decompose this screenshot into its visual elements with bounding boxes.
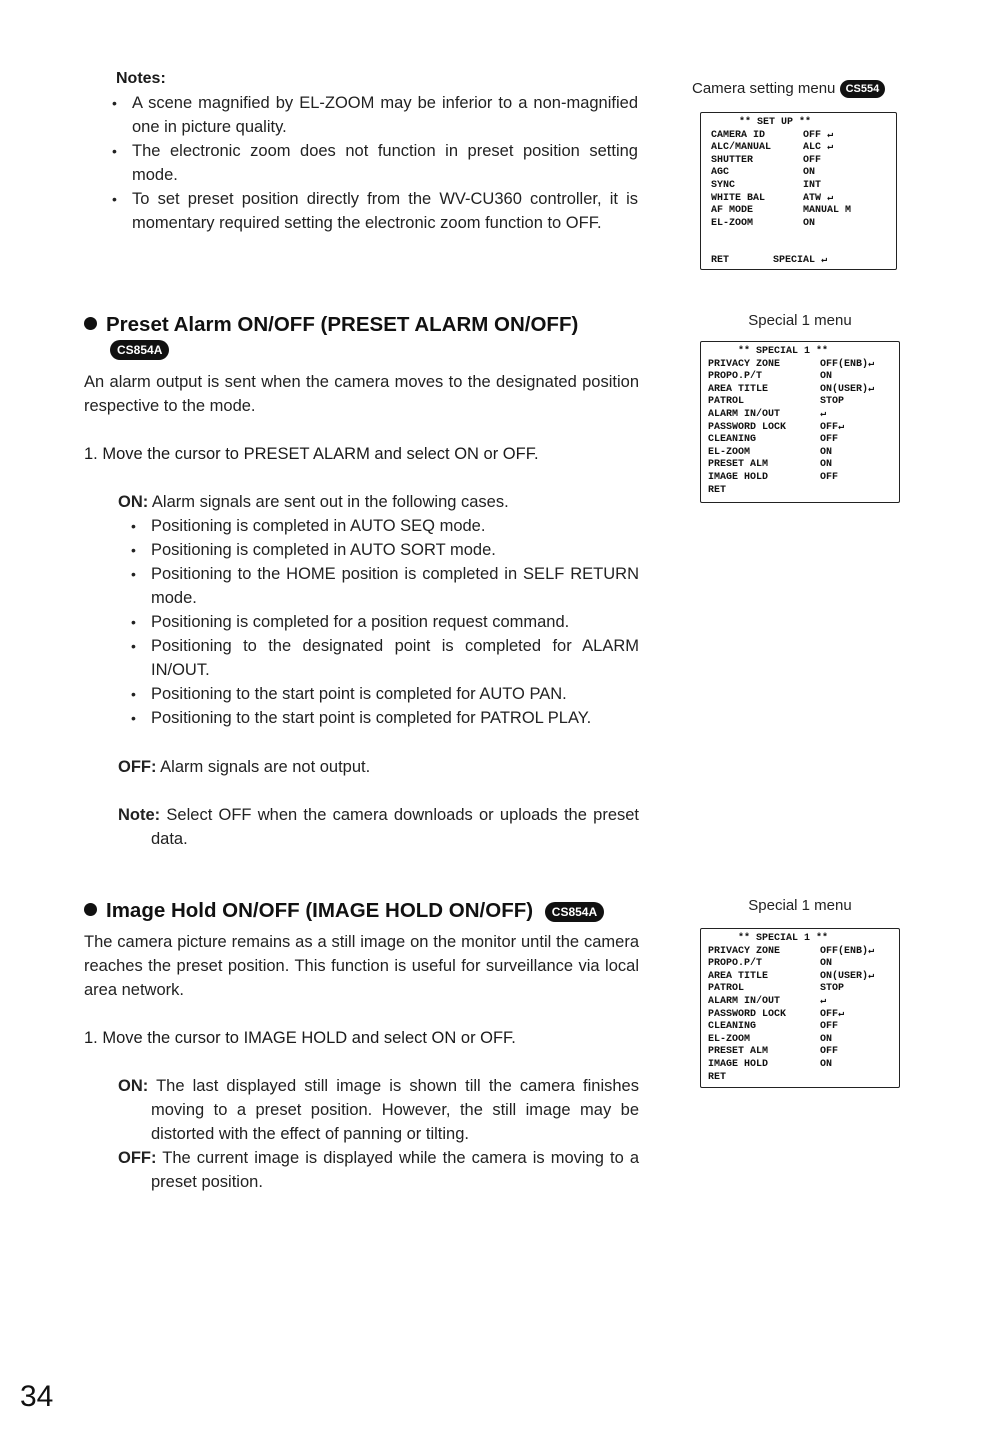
list-item: • Positioning to the start point is completed for AUTO PAN. bbox=[118, 682, 639, 706]
menu-key: PASSWORD LOCK bbox=[708, 1008, 787, 1020]
menu-value: OFF↵ bbox=[820, 1008, 845, 1020]
camera-menu-caption bbox=[692, 80, 907, 98]
menu-row bbox=[708, 434, 899, 447]
preset-alarm-on bbox=[118, 490, 639, 514]
list-item: • Positioning to the HOME position is completed in SELF RETURN mode. bbox=[118, 562, 639, 610]
menu-value: OFF(ENB)↵ bbox=[820, 358, 875, 370]
image-hold-off bbox=[118, 1146, 639, 1194]
menu-row bbox=[711, 193, 896, 206]
menu-footer bbox=[711, 255, 827, 268]
list-item: • The electronic zoom does not function in preset position setting mode. bbox=[99, 139, 638, 187]
menu-key: ALARM IN/OUT bbox=[708, 995, 781, 1007]
menu-row bbox=[708, 422, 899, 435]
image-hold-intro: The camera picture remains as a still image on the monitor until the camera reaches the preset position. This function is useful for surveillance via local area network. bbox=[84, 933, 639, 999]
menu-key: PATROL bbox=[708, 396, 745, 408]
preset-alarm-heading bbox=[84, 312, 644, 360]
menu-key: EL-ZOOM bbox=[711, 217, 754, 229]
menu-header: ** SET UP ** bbox=[739, 117, 812, 128]
menu-key: AREA TITLE bbox=[708, 383, 769, 395]
preset-alarm-note bbox=[118, 803, 639, 851]
menu-key: PROPO.P/T bbox=[708, 958, 763, 970]
special-1-menu bbox=[700, 928, 900, 1088]
image-hold-heading bbox=[84, 898, 684, 924]
menu-value: OFF bbox=[820, 434, 839, 446]
menu-key: AGC bbox=[711, 167, 730, 179]
menu-row bbox=[708, 1021, 899, 1034]
menu-key: WHITE BAL bbox=[711, 192, 766, 204]
menu-key: AF MODE bbox=[711, 205, 754, 217]
page-number: 34 bbox=[20, 1380, 54, 1413]
menu-row bbox=[708, 983, 899, 996]
menu-row bbox=[708, 1059, 899, 1072]
menu-row bbox=[711, 218, 896, 231]
menu-key: AREA TITLE bbox=[708, 970, 769, 982]
menu-value: ON bbox=[820, 1058, 833, 1070]
menu-value: OFF(ENB)↵ bbox=[820, 945, 875, 957]
list-item: • Positioning to the start point is completed for PATROL PLAY. bbox=[118, 706, 639, 730]
menu-row bbox=[708, 472, 899, 485]
menu-row bbox=[708, 1034, 899, 1047]
menu-value: ON bbox=[803, 167, 816, 179]
model-badge: CS854A bbox=[545, 902, 604, 922]
menu-value: ON bbox=[820, 371, 833, 383]
menu-value: OFF bbox=[820, 1046, 839, 1058]
model-badge: CS854A bbox=[110, 340, 169, 360]
menu-row bbox=[711, 142, 896, 155]
list-item: • Positioning is completed for a position request command. bbox=[118, 610, 639, 634]
menu-value: STOP bbox=[820, 396, 845, 408]
menu-row bbox=[708, 396, 899, 409]
menu-value: ON bbox=[820, 958, 833, 970]
menu-key: PATROL bbox=[708, 983, 745, 995]
notes-block bbox=[116, 70, 638, 235]
menu-row bbox=[708, 384, 899, 397]
menu-row bbox=[708, 371, 899, 384]
camera-setting-menu bbox=[700, 112, 897, 270]
list-item: • To set preset position directly from the WV-CU360 controller, it is momentary required setting the electronic zoom function to OFF. bbox=[99, 187, 638, 235]
model-badge: CS554 bbox=[840, 80, 886, 98]
menu-key: PASSWORD LOCK bbox=[708, 421, 787, 433]
preset-alarm-on-list bbox=[118, 514, 639, 730]
menu-value: OFF↵ bbox=[820, 421, 845, 433]
menu-value: ALC ↵ bbox=[803, 142, 834, 154]
preset-alarm-intro: An alarm output is sent when the camera moves to the designated position respective to the mode. bbox=[84, 373, 639, 415]
special-menu-caption: Special 1 menu bbox=[748, 312, 852, 329]
menu-row bbox=[711, 180, 896, 193]
menu-value: ATW ↵ bbox=[803, 192, 834, 204]
on-label: ON: bbox=[118, 493, 149, 511]
menu-key: EL-ZOOM bbox=[708, 446, 751, 458]
menu-key: SHUTTER bbox=[711, 154, 754, 166]
menu-value: MANUAL M bbox=[803, 205, 852, 217]
menu-key: CLEANING bbox=[708, 434, 757, 446]
menu-key: PROPO.P/T bbox=[708, 371, 763, 383]
menu-row bbox=[708, 459, 899, 472]
menu-ret: RET bbox=[711, 255, 730, 266]
menu-value: ↵ bbox=[820, 408, 827, 420]
bullet-dot-icon bbox=[84, 903, 97, 916]
preset-alarm-step-1: 1. Move the cursor to PRESET ALARM and select ON or OFF. bbox=[84, 445, 539, 463]
menu-key: PRESET ALM bbox=[708, 1046, 769, 1058]
notes-list bbox=[99, 91, 638, 235]
menu-row bbox=[708, 359, 899, 372]
menu-row bbox=[711, 167, 896, 180]
menu-row bbox=[708, 958, 899, 971]
on-text: Alarm signals are sent out in the following cases. bbox=[148, 493, 509, 511]
section-title bbox=[84, 312, 644, 338]
camera-menu-caption-text: Camera setting menu bbox=[692, 80, 836, 97]
preset-alarm-off bbox=[118, 755, 639, 779]
menu-row bbox=[708, 1046, 899, 1059]
menu-key: ALARM IN/OUT bbox=[708, 408, 781, 420]
menu-row bbox=[708, 409, 899, 422]
on-label: ON: bbox=[118, 1077, 149, 1095]
section-title-text: Preset Alarm ON/OFF (PRESET ALARM ON/OFF) bbox=[106, 313, 579, 336]
menu-key: PRIVACY ZONE bbox=[708, 358, 781, 370]
menu-value: OFF ↵ bbox=[803, 129, 834, 141]
menu-value: ON(USER)↵ bbox=[820, 970, 875, 982]
menu-key: EL-ZOOM bbox=[708, 1033, 751, 1045]
menu-value: OFF bbox=[803, 154, 822, 166]
menu-key: CLEANING bbox=[708, 1021, 757, 1033]
menu-value: OFF bbox=[820, 471, 839, 483]
menu-value: ON(USER)↵ bbox=[820, 383, 875, 395]
menu-value: ON bbox=[803, 217, 816, 229]
menu-key: PRESET ALM bbox=[708, 459, 769, 471]
menu-header: ** SPECIAL 1 ** bbox=[738, 346, 829, 357]
menu-header: ** SPECIAL 1 ** bbox=[738, 933, 829, 944]
menu-ret: RET bbox=[708, 1071, 727, 1083]
list-item: • Positioning to the designated point is completed for ALARM IN/OUT. bbox=[118, 634, 639, 682]
menu-key: IMAGE HOLD bbox=[708, 1058, 769, 1070]
note-label: Note: bbox=[118, 806, 161, 824]
off-label: OFF: bbox=[118, 758, 157, 776]
image-hold-on bbox=[118, 1074, 639, 1146]
list-item: • Positioning is completed in AUTO SORT mode. bbox=[118, 538, 639, 562]
bullet-dot-icon bbox=[84, 317, 97, 330]
menu-key: SYNC bbox=[711, 179, 736, 191]
menu-key: IMAGE HOLD bbox=[708, 471, 769, 483]
special-1-menu bbox=[700, 341, 900, 503]
note-text: Select OFF when the camera downloads or uploads the preset data. bbox=[151, 806, 639, 848]
menu-value: ON bbox=[820, 446, 833, 458]
off-text: Alarm signals are not output. bbox=[156, 758, 371, 776]
off-text: The current image is displayed while the camera is moving to a preset position. bbox=[151, 1149, 639, 1191]
menu-value: ON bbox=[820, 459, 833, 471]
off-label: OFF: bbox=[118, 1149, 157, 1167]
badge-row bbox=[110, 340, 644, 360]
menu-row bbox=[708, 447, 899, 460]
menu-row bbox=[708, 1009, 899, 1022]
menu-value: OFF bbox=[820, 1021, 839, 1033]
menu-row bbox=[708, 971, 899, 984]
notes-title: Notes: bbox=[116, 70, 166, 87]
menu-row bbox=[711, 205, 896, 218]
menu-special-link: SPECIAL ↵ bbox=[773, 255, 828, 266]
menu-key: PRIVACY ZONE bbox=[708, 945, 781, 957]
on-text: The last displayed still image is shown till the camera finishes moving to a preset position. However, the still image may be distorted with the effect of panning or tilting. bbox=[148, 1077, 639, 1143]
menu-row bbox=[708, 946, 899, 959]
image-hold-step-1: 1. Move the cursor to IMAGE HOLD and select ON or OFF. bbox=[84, 1029, 516, 1047]
menu-value: INT bbox=[803, 179, 822, 191]
menu-key: ALC/MANUAL bbox=[711, 142, 772, 154]
list-item: • Positioning is completed in AUTO SEQ mode. bbox=[118, 514, 639, 538]
list-item: • A scene magnified by EL-ZOOM may be inferior to a non-magnified one in picture quality. bbox=[99, 91, 638, 139]
section-title-text: Image Hold ON/OFF (IMAGE HOLD ON/OFF) bbox=[106, 899, 534, 922]
menu-value: STOP bbox=[820, 983, 845, 995]
menu-value: ON bbox=[820, 1033, 833, 1045]
special-menu-caption: Special 1 menu bbox=[748, 897, 852, 914]
menu-row bbox=[711, 130, 896, 143]
menu-value: ↵ bbox=[820, 995, 827, 1007]
menu-row bbox=[708, 996, 899, 1009]
menu-ret: RET bbox=[708, 484, 727, 496]
section-title bbox=[84, 898, 684, 924]
menu-row bbox=[711, 155, 896, 168]
menu-key: CAMERA ID bbox=[711, 129, 766, 141]
